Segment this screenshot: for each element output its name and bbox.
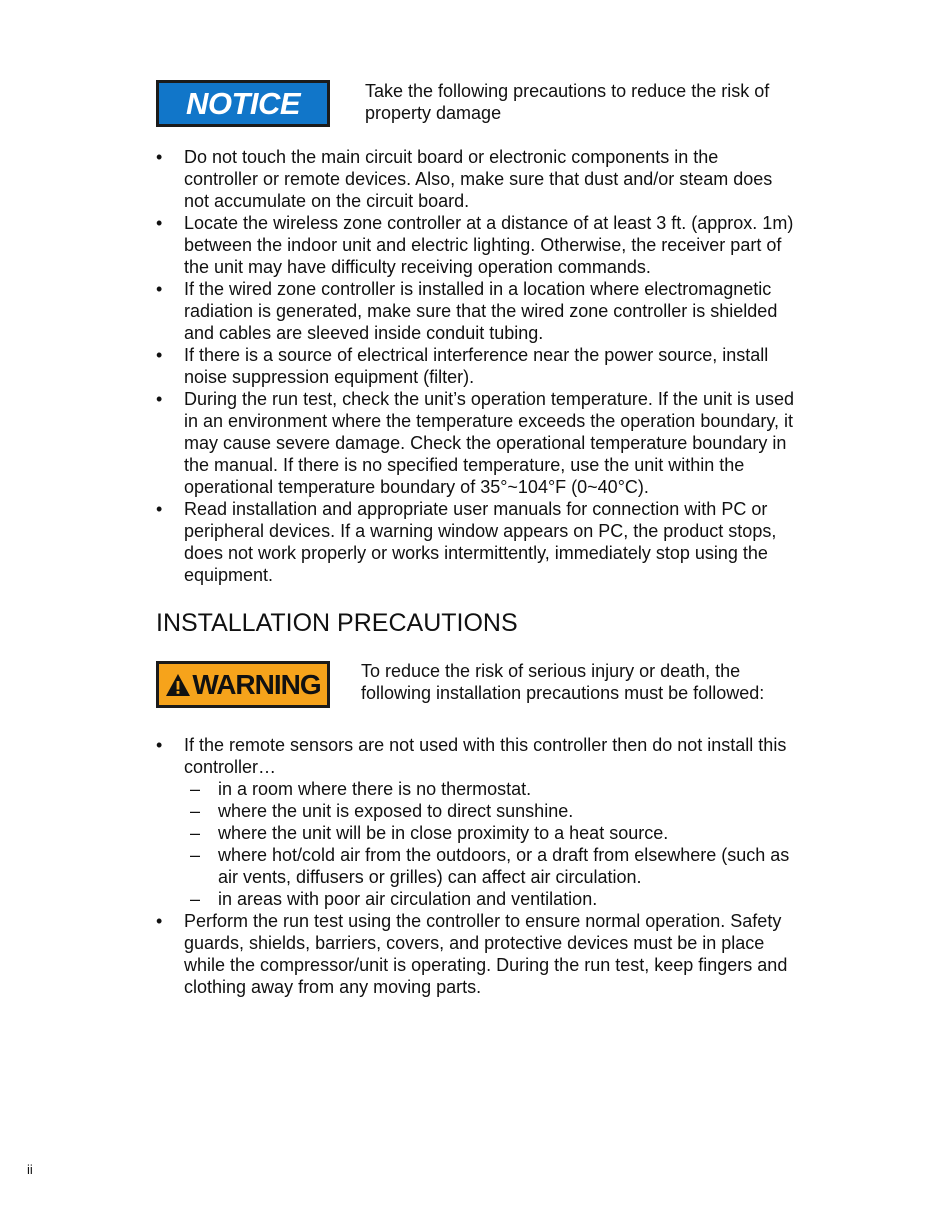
warning-intro: To reduce the risk of serious injury or death, the following installation precautions must be followed: [361,661,765,703]
installation-list [156,734,796,998]
notice-badge-label: NOTICE [185,85,301,121]
notice-header [156,80,796,127]
sub-list-item: – in areas with poor air circulation and ventilation. [184,888,796,910]
list-item: • Perform the run test using the controller to ensure normal operation. Safety guards, shields, barriers, covers, and protective devices must be in place while the compressor/unit is operating. During the run test, keep fingers and clothing away from any moving parts. [156,910,796,998]
list-item [156,734,796,910]
sub-list-item: – where the unit will be in close proximity to a heat source. [184,822,796,844]
warning-badge [156,661,330,708]
sub-list-item: – where hot/cold air from the outdoors, or a draft from elsewhere (such as air vents, diffusers or grilles) can affect air circulation. [184,844,796,888]
list-item: • Do not touch the main circuit board or electronic components in the controller or remote devices. Also, make sure that dust and/or steam does not accumulate on the circuit board. [156,146,796,212]
list-item: • If there is a source of electrical interference near the power source, install noise suppression equipment (filter). [156,344,796,388]
list-item: • During the run test, check the unit’s operation temperature. If the unit is used in an environment where the temperature exceeds the operation boundary, it may cause severe damage. Check the operational temperature boundary in the manual. If there is no specified temperature, use the unit within the operational temperature boundary of 35°~104°F (0~40°C). [156,388,796,498]
section-heading: INSTALLATION PRECAUTIONS [156,609,518,637]
notice-badge [156,80,330,127]
page-number: ii [27,1162,33,1177]
list-item: • Locate the wireless zone controller at a distance of at least 3 ft. (approx. 1m) between the indoor unit and electric lighting. Otherwise, the receiver part of the unit may have difficulty receiving operation commands. [156,212,796,278]
warning-badge-label: WARNING [192,668,321,700]
list-item: • If the wired zone controller is installed in a location where electromagnetic radiation is generated, make sure that the wired zone controller is shielded and cables are sleeved inside conduit tubing. [156,278,796,344]
notice-intro: Take the following precautions to reduce the risk of property damage [365,81,770,123]
sub-list [184,778,796,910]
list-item: • Read installation and appropriate user manuals for connection with PC or peripheral devices. If a warning window appears on PC, the product stops, does not work properly or works intermittently, immediately stop using the equipment. [156,498,796,586]
page-content [156,80,796,998]
sub-list-item: – where the unit is exposed to direct sunshine. [184,800,796,822]
list-item-text: If the remote sensors are not used with this controller then do not install this controller… [184,735,787,777]
warning-header [156,660,796,708]
notice-list [156,146,796,586]
sub-list-item: – in a room where there is no thermostat. [184,778,796,800]
warning-triangle-icon [165,673,191,697]
